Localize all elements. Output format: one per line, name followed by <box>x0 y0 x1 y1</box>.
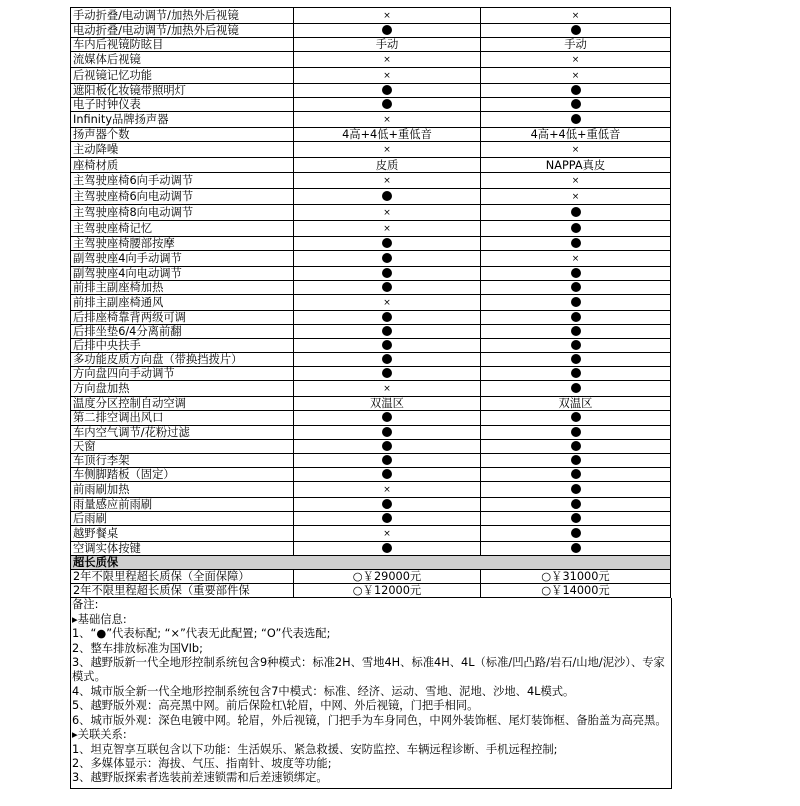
standard-dot-icon <box>294 24 481 38</box>
filled-dot-icon <box>571 99 581 109</box>
standard-dot-icon <box>294 411 481 425</box>
table-row <box>71 112 671 128</box>
table-row <box>71 339 671 353</box>
cross-icon: × <box>383 297 391 308</box>
table-row <box>71 68 671 84</box>
not-available-mark <box>481 68 671 84</box>
standard-dot-icon <box>481 236 671 250</box>
filled-dot-icon <box>571 455 581 465</box>
spec-table <box>70 7 671 598</box>
cross-icon: × <box>383 484 391 495</box>
variant-a-value: 双温区 <box>294 397 481 411</box>
table-row <box>71 526 671 542</box>
not-available-mark <box>481 250 671 266</box>
not-available-mark <box>294 526 481 542</box>
standard-dot-icon <box>294 453 481 467</box>
table-row <box>71 266 671 280</box>
filled-dot-icon <box>571 543 581 553</box>
table-row <box>71 8 671 24</box>
standard-dot-icon <box>294 353 481 367</box>
cross-icon: × <box>383 207 391 218</box>
note-line: 2、多媒体显示：海拔、气压、指南针、坡度等功能; <box>72 756 332 770</box>
filled-dot-icon <box>382 326 392 336</box>
filled-dot-icon <box>571 412 581 422</box>
feature-label: 前排主副座椅加热 <box>71 280 294 294</box>
feature-label: 主驾驶座椅8向电动调节 <box>71 204 294 220</box>
not-available-mark <box>294 481 481 497</box>
filled-dot-icon <box>382 513 392 523</box>
standard-dot-icon <box>294 511 481 525</box>
filled-dot-icon <box>382 99 392 109</box>
filled-dot-icon <box>571 312 581 322</box>
table-row <box>71 84 671 98</box>
filled-dot-icon <box>571 268 581 278</box>
note-line: 6、城市版外观：深色电镀中网。轮眉，外后视镜，门把手为车身同色，中网外装饰框、尾灯装饰框、备胎盖为高亮黑。 <box>72 713 667 727</box>
feature-label: 遮阳板化妆镜带照明灯 <box>71 84 294 98</box>
not-available-mark <box>294 142 481 158</box>
filled-dot-icon <box>571 114 581 124</box>
cross-icon: × <box>383 145 391 156</box>
filled-dot-icon <box>571 85 581 95</box>
feature-label: 方向盘加热 <box>71 381 294 397</box>
feature-label: 2年不限里程超长质保（重要部件保 <box>71 584 294 598</box>
feature-label: 座椅材质 <box>71 158 294 172</box>
not-available-mark <box>481 172 671 188</box>
table-row <box>71 172 671 188</box>
standard-dot-icon <box>481 324 671 338</box>
note-line: 1、坦克智享互联包含以下功能：生活娱乐、紧急救援、安防监控、车辆远程诊断、手机远程控制; <box>72 742 558 756</box>
filled-dot-icon <box>382 340 392 350</box>
cross-icon: × <box>383 175 391 186</box>
variant-a-value: ○￥12000元 <box>294 584 481 598</box>
cross-icon: × <box>383 11 391 21</box>
standard-dot-icon <box>294 98 481 112</box>
filled-dot-icon <box>571 297 581 307</box>
filled-dot-icon <box>382 25 392 35</box>
standard-dot-icon <box>294 250 481 266</box>
table-row <box>71 280 671 294</box>
standard-dot-icon <box>481 98 671 112</box>
standard-dot-icon <box>481 204 671 220</box>
variant-b-value: 手动 <box>481 38 671 52</box>
standard-dot-icon <box>481 481 671 497</box>
table-row <box>71 128 671 142</box>
standard-dot-icon <box>481 411 671 425</box>
filled-dot-icon <box>571 368 581 378</box>
standard-dot-icon <box>481 84 671 98</box>
standard-dot-icon <box>481 542 671 556</box>
notes-block <box>70 598 672 788</box>
not-available-mark <box>481 142 671 158</box>
standard-dot-icon <box>481 353 671 367</box>
filled-dot-icon <box>382 238 392 248</box>
table-row <box>71 324 671 338</box>
standard-dot-icon <box>294 467 481 481</box>
note-line: 1、“●”代表标配; “×”代表无此配置; “O”代表选配; <box>72 627 331 641</box>
standard-dot-icon <box>481 294 671 310</box>
table-row <box>71 481 671 497</box>
table-row <box>71 570 671 584</box>
feature-label: 车内空气调节/花粉过滤 <box>71 425 294 439</box>
table-row <box>71 250 671 266</box>
feature-label: 前排主副座椅通风 <box>71 294 294 310</box>
feature-label: 主动降噪 <box>71 142 294 158</box>
not-available-mark <box>481 188 671 204</box>
filled-dot-icon <box>382 253 392 263</box>
cross-icon: × <box>383 71 391 82</box>
standard-dot-icon <box>481 453 671 467</box>
feature-label: 主驾驶座椅6向手动调节 <box>71 172 294 188</box>
not-available-mark <box>294 381 481 397</box>
variant-b-value: ○￥31000元 <box>481 570 671 584</box>
standard-dot-icon <box>294 236 481 250</box>
table-row <box>71 467 671 481</box>
standard-dot-icon <box>294 188 481 204</box>
feature-label: 雨量感应前雨刷 <box>71 497 294 511</box>
feature-label: 2年不限里程超长质保（全面保障） <box>71 570 294 584</box>
filled-dot-icon <box>571 282 581 292</box>
table-row <box>71 511 671 525</box>
variant-b-value: ○￥14000元 <box>481 584 671 598</box>
not-available-mark <box>294 172 481 188</box>
filled-dot-icon <box>571 326 581 336</box>
table-row <box>71 310 671 324</box>
standard-dot-icon <box>481 339 671 353</box>
filled-dot-icon <box>382 543 392 553</box>
feature-label: 车内后视镜防眩目 <box>71 38 294 52</box>
filled-dot-icon <box>571 207 581 217</box>
note-line: 3、越野版新一代全地形控制系统包含9种模式：标准2H、雪地4H、标准4H、4L（标准/凹凸路/岩石/山地/泥沙）、专家模式。 <box>72 656 665 684</box>
feature-label: 前雨刷加热 <box>71 481 294 497</box>
standard-dot-icon <box>481 24 671 38</box>
filled-dot-icon <box>571 469 581 479</box>
standard-dot-icon <box>294 310 481 324</box>
filled-dot-icon <box>382 499 392 509</box>
feature-label: 电子时钟仪表 <box>71 98 294 112</box>
table-row <box>71 188 671 204</box>
feature-label: 空调实体按键 <box>71 542 294 556</box>
feature-label: 天窗 <box>71 439 294 453</box>
section-header-row <box>71 556 671 570</box>
cross-icon: × <box>571 55 580 66</box>
filled-dot-icon <box>571 513 581 523</box>
standard-dot-icon <box>481 112 671 128</box>
filled-dot-icon <box>571 441 581 451</box>
note-line: 5、越野版外观：高亮黑中网。前后保险杠\轮眉，中网、外后视镜，门把手相同。 <box>72 699 479 713</box>
variant-b-value: 双温区 <box>481 397 671 411</box>
filled-dot-icon <box>571 25 581 35</box>
standard-dot-icon <box>481 511 671 525</box>
filled-dot-icon <box>382 427 392 437</box>
filled-dot-icon <box>571 499 581 509</box>
table-row <box>71 52 671 68</box>
cross-icon: × <box>571 145 580 156</box>
standard-dot-icon <box>481 467 671 481</box>
table-row <box>71 38 671 52</box>
feature-label: Infinity品牌扬声器 <box>71 112 294 128</box>
cross-icon: × <box>383 223 391 234</box>
feature-label: 扬声器个数 <box>71 128 294 142</box>
cross-icon: × <box>383 115 391 126</box>
filled-dot-icon <box>571 340 581 350</box>
feature-label: 方向盘四向手动调节 <box>71 367 294 381</box>
feature-label: 后雨刷 <box>71 511 294 525</box>
feature-label: 手动折叠/电动调节/加热外后视镜 <box>71 8 294 24</box>
feature-label: 后排中央扶手 <box>71 339 294 353</box>
not-available-mark <box>294 112 481 128</box>
filled-dot-icon <box>382 354 392 364</box>
feature-label: 后排座椅靠背两级可调 <box>71 310 294 324</box>
cross-icon: × <box>571 175 580 186</box>
variant-b-value: NAPPA真皮 <box>481 158 671 172</box>
note-line: ▸关联关系: <box>72 728 127 742</box>
not-available-mark <box>481 52 671 68</box>
table-row <box>71 98 671 112</box>
not-available-mark <box>294 8 481 24</box>
not-available-mark <box>481 8 671 24</box>
cross-icon: × <box>383 384 391 395</box>
feature-label: 温度分区控制自动空调 <box>71 397 294 411</box>
filled-dot-icon <box>382 368 392 378</box>
table-row <box>71 353 671 367</box>
filled-dot-icon <box>382 441 392 451</box>
not-available-mark <box>294 220 481 236</box>
standard-dot-icon <box>481 497 671 511</box>
filled-dot-icon <box>571 223 581 233</box>
standard-dot-icon <box>294 84 481 98</box>
table-row <box>71 220 671 236</box>
not-available-mark <box>294 204 481 220</box>
standard-dot-icon <box>294 280 481 294</box>
table-row <box>71 24 671 38</box>
table-row <box>71 158 671 172</box>
table-row <box>71 294 671 310</box>
cross-icon: × <box>571 11 580 21</box>
standard-dot-icon <box>481 220 671 236</box>
standard-dot-icon <box>481 526 671 542</box>
not-available-mark <box>294 68 481 84</box>
feature-label: 越野餐桌 <box>71 526 294 542</box>
note-line: ▸基础信息: <box>72 612 127 626</box>
standard-dot-icon <box>294 266 481 280</box>
note-line: 4、城市版全新一代全地形控制系统包含7中模式：标准、经济、运动、雪地、泥地、沙地、4L模式。 <box>72 684 575 698</box>
feature-label: 车侧脚踏板（固定） <box>71 467 294 481</box>
feature-label: 第二排空调出风口 <box>71 411 294 425</box>
table-row <box>71 204 671 220</box>
standard-dot-icon <box>481 367 671 381</box>
table-row <box>71 584 671 598</box>
feature-label: 车顶行李架 <box>71 453 294 467</box>
filled-dot-icon <box>571 484 581 494</box>
not-available-mark <box>294 294 481 310</box>
cross-icon: × <box>571 253 580 264</box>
filled-dot-icon <box>382 312 392 322</box>
feature-label: 副驾驶座4向手动调节 <box>71 250 294 266</box>
table-row <box>71 142 671 158</box>
standard-dot-icon <box>481 381 671 397</box>
note-line: 2、整车排放标准为国VIb; <box>72 641 203 655</box>
standard-dot-icon <box>294 339 481 353</box>
feature-label: 电动折叠/电动调节/加热外后视镜 <box>71 24 294 38</box>
notes-heading: 备注: <box>72 598 99 612</box>
standard-dot-icon <box>481 425 671 439</box>
filled-dot-icon <box>571 528 581 538</box>
filled-dot-icon <box>382 268 392 278</box>
table-row <box>71 236 671 250</box>
standard-dot-icon <box>294 367 481 381</box>
filled-dot-icon <box>382 469 392 479</box>
variant-b-value: 4高+4低+重低音 <box>481 128 671 142</box>
cross-icon: × <box>383 55 391 66</box>
standard-dot-icon <box>294 425 481 439</box>
cross-icon: × <box>383 529 391 540</box>
variant-a-value: 手动 <box>294 38 481 52</box>
table-row <box>71 425 671 439</box>
variant-a-value: 皮质 <box>294 158 481 172</box>
standard-dot-icon <box>294 497 481 511</box>
feature-label: 主驾驶座椅6向电动调节 <box>71 188 294 204</box>
cross-icon: × <box>571 191 580 202</box>
standard-dot-icon <box>294 439 481 453</box>
table-row <box>71 453 671 467</box>
note-line: 3、越野版探索者选装前差速锁需和后差速锁绑定。 <box>72 771 328 785</box>
standard-dot-icon <box>294 542 481 556</box>
feature-label: 主驾驶座椅腰部按摩 <box>71 236 294 250</box>
filled-dot-icon <box>571 238 581 248</box>
filled-dot-icon <box>382 412 392 422</box>
feature-label: 后视镜记忆功能 <box>71 68 294 84</box>
table-row <box>71 542 671 556</box>
table-row <box>71 497 671 511</box>
feature-label: 后排坐垫6/4分离前翻 <box>71 324 294 338</box>
section-title: 超长质保 <box>71 556 671 570</box>
table-row <box>71 439 671 453</box>
variant-a-value: 4高+4低+重低音 <box>294 128 481 142</box>
feature-label: 多功能皮质方向盘（带换挡拨片） <box>71 353 294 367</box>
feature-label: 主驾驶座椅记忆 <box>71 220 294 236</box>
filled-dot-icon <box>382 85 392 95</box>
cross-icon: × <box>571 71 580 82</box>
not-available-mark <box>294 52 481 68</box>
feature-label: 流媒体后视镜 <box>71 52 294 68</box>
standard-dot-icon <box>481 280 671 294</box>
filled-dot-icon <box>571 383 581 393</box>
table-row <box>71 411 671 425</box>
feature-label: 副驾驶座4向电动调节 <box>71 266 294 280</box>
table-row <box>71 397 671 411</box>
filled-dot-icon <box>382 282 392 292</box>
variant-a-value: ○￥29000元 <box>294 570 481 584</box>
filled-dot-icon <box>571 427 581 437</box>
table-row <box>71 367 671 381</box>
standard-dot-icon <box>294 324 481 338</box>
standard-dot-icon <box>481 266 671 280</box>
spec-sheet <box>70 7 670 789</box>
standard-dot-icon <box>481 439 671 453</box>
filled-dot-icon <box>382 191 392 201</box>
filled-dot-icon <box>571 354 581 364</box>
standard-dot-icon <box>481 310 671 324</box>
table-row <box>71 381 671 397</box>
filled-dot-icon <box>382 455 392 465</box>
